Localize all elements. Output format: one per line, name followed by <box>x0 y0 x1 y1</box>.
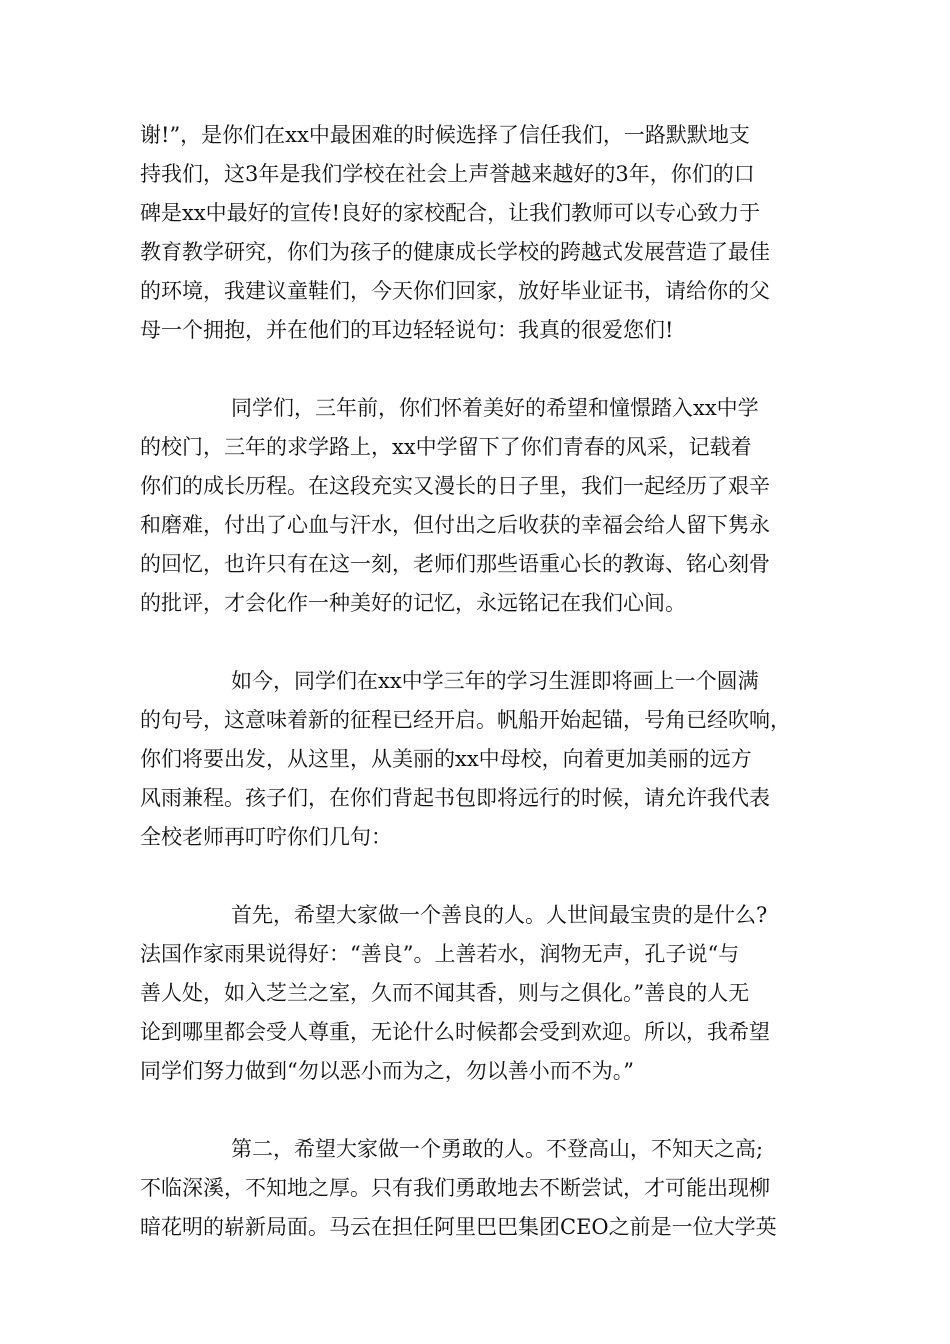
document-body <box>140 116 820 1247</box>
text-line: 母一个拥抱，并在他们的耳边轻轻说句：我真的很爱您们! <box>140 318 674 342</box>
paragraph-3 <box>140 662 820 857</box>
text-line: 不临深溪，不知地之厚。只有我们勇敢地去不断尝试，才可能出现柳 <box>140 1176 770 1200</box>
text-line: 法国作家雨果说得好：“善良”。上善若水，润物无声，孔子说“与 <box>140 942 740 966</box>
text-line: 暗花明的崭新局面。马云在担任阿里巴巴集团CEO之前是一位大学英 <box>140 1215 777 1239</box>
text-line: 持我们，这3年是我们学校在社会上声誉越来越好的3年，你们的口 <box>140 162 755 186</box>
text-line: 论到哪里都会受人尊重，无论什么时候都会受到欢迎。所以，我希望 <box>140 1020 770 1044</box>
text-line: 的回忆，也许只有在这一刻，老师们那些语重心长的教诲、铭心刻骨 <box>140 552 770 576</box>
paragraph-4 <box>140 896 820 1091</box>
text-line: 碑是xx中最好的宣传!良好的家校配合，让我们教师可以专心致力于 <box>140 201 761 225</box>
text-line: 的句号，这意味着新的征程已经开启。帆船开始起锚，号角已经吹响， <box>140 708 791 732</box>
paragraph-1 <box>140 116 820 350</box>
paragraph-5 <box>140 1130 820 1247</box>
text-line: 全校老师再叮咛你们几句： <box>140 825 392 849</box>
text-line: 的批评，才会化作一种美好的记忆，永远铭记在我们心间。 <box>140 591 686 615</box>
text-line: 第二，希望大家做一个勇敢的人。不登高山，不知天之高; <box>231 1137 764 1161</box>
text-line: 风雨兼程。孩子们，在你们背起书包即将远行的时候，请允许我代表 <box>140 786 770 810</box>
text-line: 你们将要出发，从这里，从美丽的xx中母校，向着更加美丽的远方 <box>140 747 752 771</box>
text-line: 的环境，我建议童鞋们，今天你们回家，放好毕业证书，请给你的父 <box>140 279 770 303</box>
text-line: 如今，同学们在xx中学三年的学习生涯即将画上一个圆满 <box>231 669 759 693</box>
paragraph-2 <box>140 389 820 623</box>
text-line: 的校门，三年的求学路上，xx中学留下了你们青春的风采，记载着 <box>140 435 752 459</box>
text-line: 谢!”，是你们在xx中最困难的时候选择了信任我们，一路默默地支 <box>140 123 750 147</box>
text-line: 你们的成长历程。在这段充实又漫长的日子里，我们一起经历了艰辛 <box>140 474 770 498</box>
text-line: 同学们，三年前，你们怀着美好的希望和憧憬踏入xx中学 <box>231 396 759 420</box>
text-line: 和磨难，付出了心血与汗水，但付出之后收获的幸福会给人留下隽永 <box>140 513 770 537</box>
text-line: 教育教学研究，你们为孩子的健康成长学校的跨越式发展营造了最佳 <box>140 240 770 264</box>
text-line: 善人处，如入芝兰之室，久而不闻其香，则与之俱化。”善良的人无 <box>140 981 750 1005</box>
text-line: 同学们努力做到“勿以恶小而为之，勿以善小而不为。” <box>140 1059 634 1083</box>
text-line: 首先，希望大家做一个善良的人。人世间最宝贵的是什么? <box>231 903 768 927</box>
